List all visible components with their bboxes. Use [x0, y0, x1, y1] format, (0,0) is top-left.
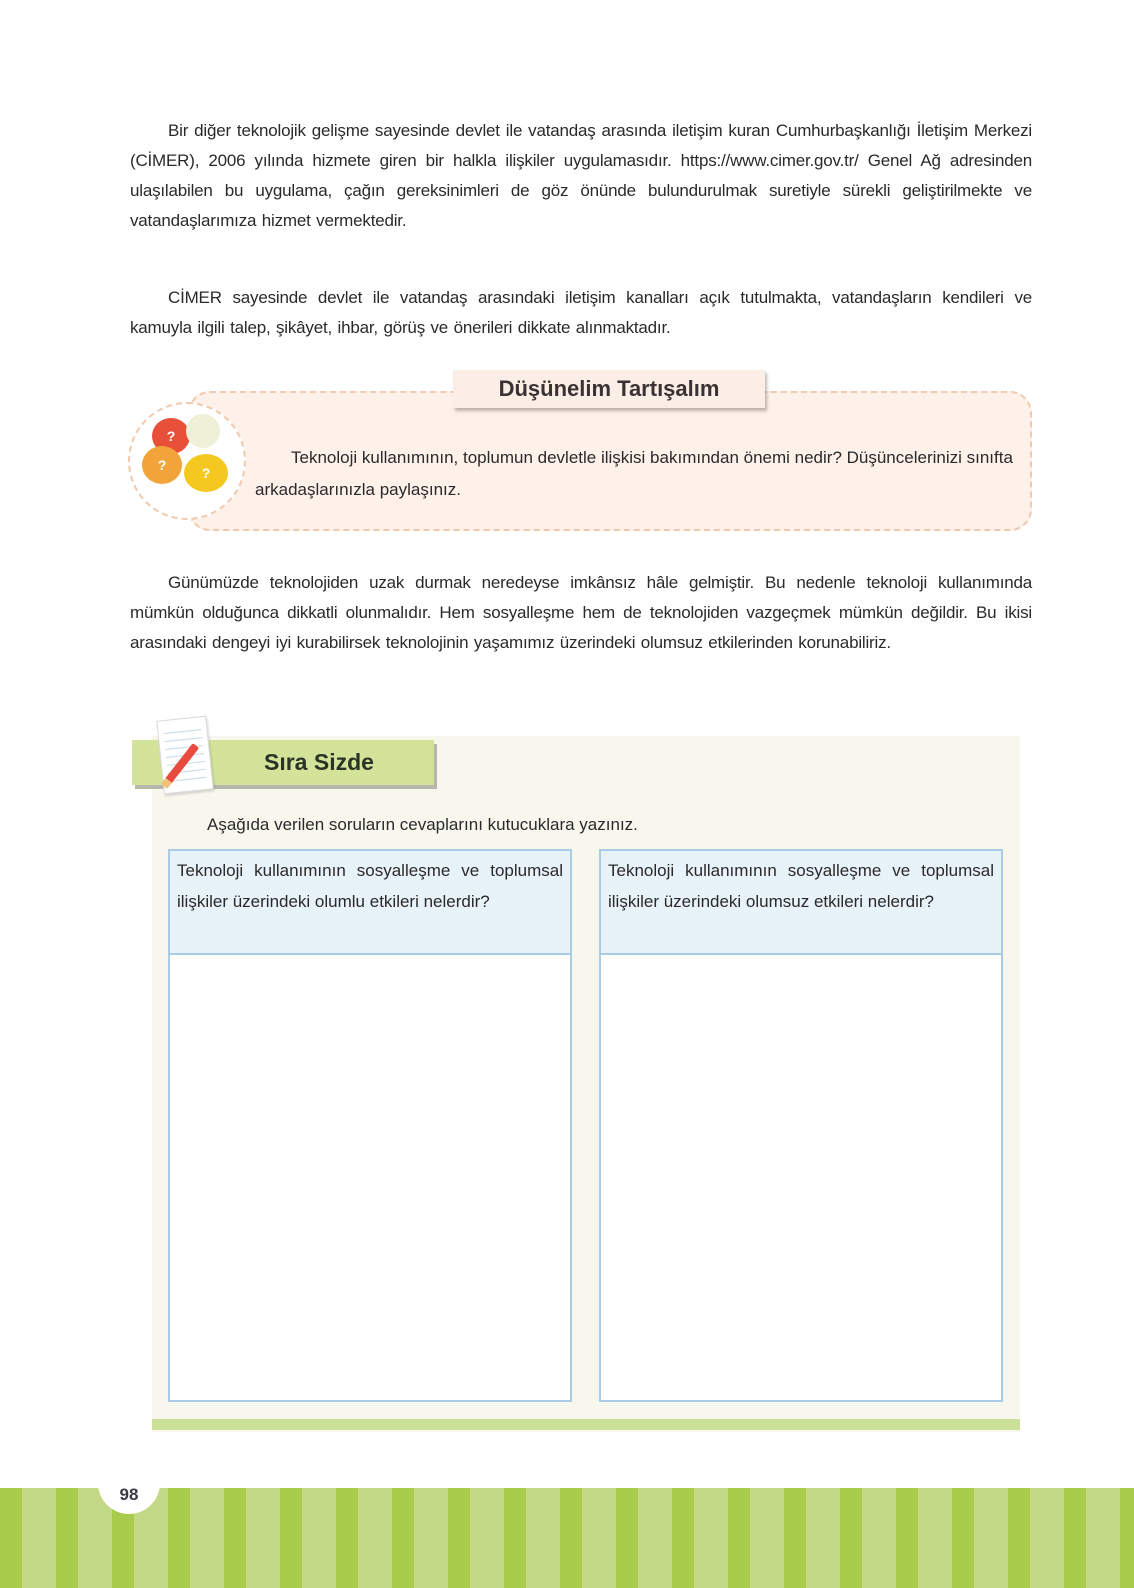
- sira-sizde-title: Sıra Sizde: [264, 749, 374, 775]
- think-discuss-text: Teknoloji kullanımının, toplumun devletle ilişkisi bakımından önemi nedir? Düşüncelerinizi sınıfta arkadaşlarınızla paylaşınız.: [255, 448, 1013, 499]
- answer-area-positive-effects[interactable]: [170, 955, 570, 1400]
- answer-box-positive-effects: [168, 849, 572, 1402]
- paragraph-cimer-intro: [130, 116, 1032, 236]
- paragraph-cimer-benefits: [130, 283, 1032, 343]
- answer-box-negative-effects: [599, 849, 1003, 1402]
- footer-stripes: [0, 1488, 1134, 1588]
- page-number: 98: [119, 1485, 139, 1504]
- question-bubbles-icon: [128, 402, 246, 520]
- red-question-bubble-icon: ?: [152, 418, 190, 454]
- orange-question-bubble-icon: ?: [142, 446, 182, 484]
- paragraph-text: CİMER sayesinde devlet ile vatandaş arasındaki iletişim kanalları açık tutulmakta, vatandaşların kendileri ve kamuyla ilgili talep, şikâyet, ihbar, görüş ve önerileri dikkate alınmaktadır.: [130, 288, 1032, 337]
- question-positive-effects: Teknoloji kullanımının sosyalleşme ve toplumsal ilişkiler üzerindeki olumlu etkileri nelerdir?: [170, 851, 570, 955]
- paragraph-text: Bir diğer teknolojik gelişme sayesinde devlet ile vatandaş arasında iletişim kuran Cumhurbaşkanlığı İletişim Merkezi (CİMER), 2006 yılında hizmete giren bir halkla ilişkiler uygulamasıdır. https://www.cimer.gov.tr/ Genel Ağ adresinden ulaşılabilen bu uygulama, çağın gereksinimleri de göz önünde bulundurulmak suretiyle sürekli geliştirilmekte ve vatandaşlarımıza hizmet vermektedir.: [130, 121, 1032, 230]
- sira-sizde-bottom-bar: [152, 1419, 1020, 1430]
- pale-question-bubble-icon: [186, 414, 220, 448]
- yellow-question-bubble-icon: ?: [184, 454, 228, 492]
- question-negative-effects: Teknoloji kullanımının sosyalleşme ve toplumsal ilişkiler üzerindeki olumsuz etkileri nelerdir?: [601, 851, 1001, 955]
- answer-area-negative-effects[interactable]: [601, 955, 1001, 1400]
- paragraph-technology-balance: [130, 568, 1032, 658]
- paragraph-text: Günümüzde teknolojiden uzak durmak neredeyse imkânsız hâle gelmiştir. Bu nedenle teknoloji kullanımında mümkün olduğunca dikkatli olunmalıdır. Hem sosyalleşme hem de teknolojiden vazgeçmek mümkün değildir. Bu ikisi arasındaki dengeyi iyi kurabilirsek teknolojinin yaşamımız üzerindeki olumsuz etkilerinden korunabiliriz.: [130, 573, 1032, 652]
- sira-sizde-instruction: Aşağıda verilen soruların cevaplarını kutucuklara yazınız.: [207, 815, 638, 834]
- think-discuss-title: Düşünelim Tartışalım: [453, 370, 765, 408]
